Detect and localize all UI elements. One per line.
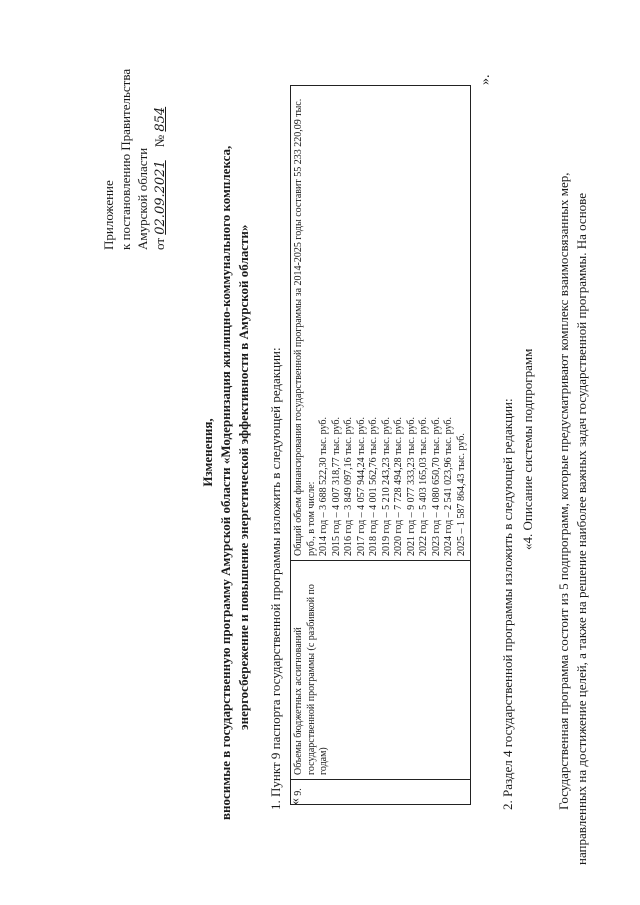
title-line-2: энергосбережение и повышение энергетической эффективности в Амурской области» — [236, 224, 251, 730]
row-number: 9. — [291, 780, 471, 805]
year-line: 2023 год – 4 080 650,70 тыс. руб. — [430, 416, 442, 556]
appendix-label: Приложение — [101, 180, 116, 250]
year-line: 2015 год – 4 007 318,77 тыс. руб. — [330, 416, 342, 556]
year-line: 2018 год – 4 001 562,76 тыс. руб. — [368, 416, 379, 556]
year-line: 2021 год – 9 077 333,23 тыс. руб. — [405, 416, 417, 556]
year-line: 2024 год – 2 541 023,96 тыс. руб. — [443, 416, 454, 556]
item-2-text: 2. Раздел 4 государственной программы изложить в следующей редакции: — [500, 398, 515, 810]
row-value — [291, 86, 471, 561]
appendix-resolution-line: к постановлению Правительства — [118, 68, 133, 250]
table-row — [291, 86, 471, 805]
quote-open: « — [288, 798, 303, 805]
quote-close: ». — [478, 74, 493, 85]
year-line: 2025 – 1 587 864,43 тыс. руб. — [455, 433, 467, 556]
date-value: 02.09.2021 — [153, 160, 168, 235]
item-1-text: 1. Пункт 9 паспорта государственной программы изложить в следующей редакции: — [268, 347, 283, 810]
body-line-1: Государственная программа состоит из 5 подпрограмм, которые предусматривают комплекс взаимосвязанных мер, — [556, 172, 571, 810]
passport-item-table — [290, 85, 471, 805]
year-line: 2017 год – 4 057 944,24 тыс. руб. — [355, 416, 367, 556]
document-title: Изменения, — [200, 418, 215, 487]
year-line: 2014 год – 3 688 522,30 тыс. руб. — [318, 416, 329, 556]
appendix-date-line — [151, 69, 169, 250]
appendix-block — [100, 69, 169, 250]
number-value: 854 — [153, 106, 168, 132]
year-line: 2020 год – 7 728 494,28 тыс. руб. — [393, 416, 404, 556]
row-label: Объемы бюджетных ассигнований государственной программы (с разбивкой по годам) — [291, 561, 471, 780]
date-prefix: от — [152, 237, 167, 250]
year-line: 2016 год – 3 849 097,16 тыс. руб. — [343, 416, 354, 556]
financing-intro: Общий объем финансирования государственной программы за 2014-2025 годы составит 55 233 220,09 тыс. руб., в том числе: — [293, 98, 317, 556]
year-line: 2019 год – 5 210 243,23 тыс. руб. — [380, 416, 392, 556]
section-4-heading: «4. Описание системы подпрограмм — [520, 348, 535, 550]
title-line-1: вносимые в государственную программу Амурской области «Модернизация жилищно-коммунального комплекса, — [218, 145, 233, 820]
appendix-region-line: Амурской области — [135, 147, 150, 250]
body-line-2: направленных на достижение целей, а также на решение наиболее важных задач государственной программы. На основе — [574, 193, 589, 865]
number-prefix: № — [152, 134, 167, 148]
year-line: 2022 год – 5 403 165,03 тыс. руб. — [418, 416, 429, 556]
